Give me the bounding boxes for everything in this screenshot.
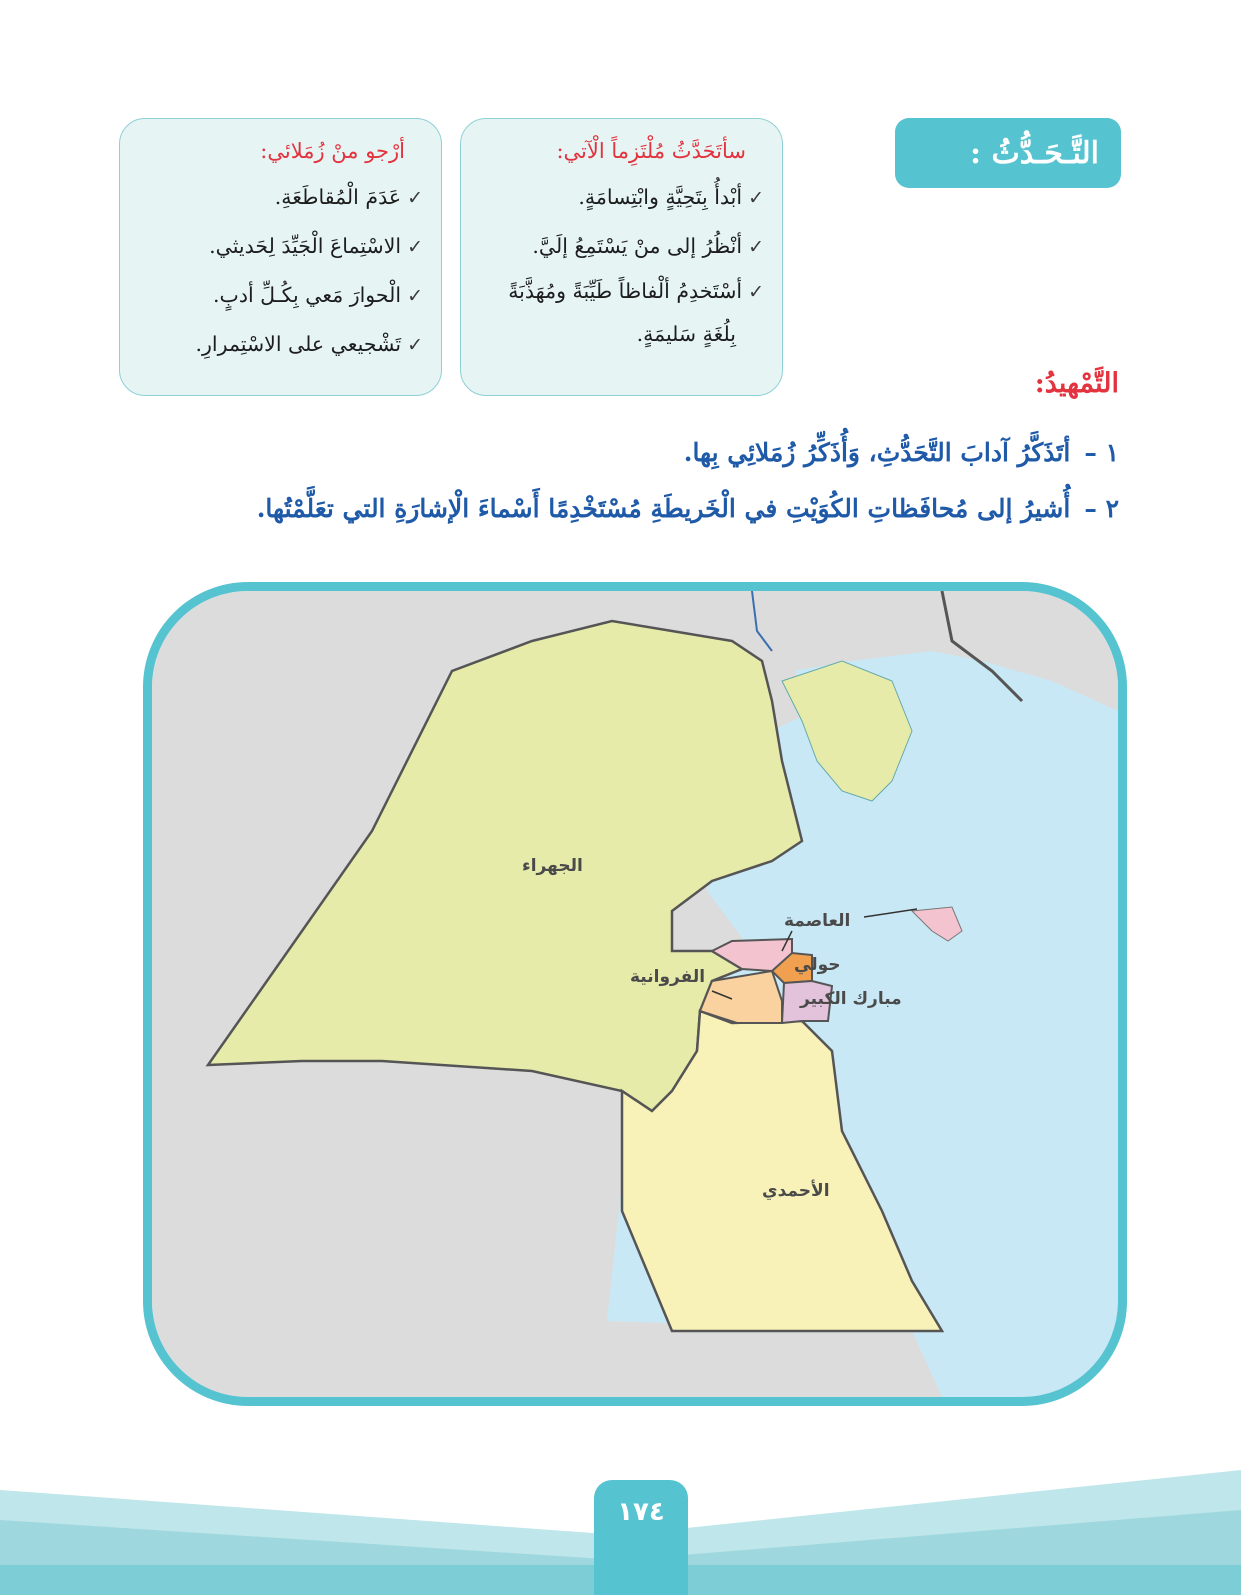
- list-item: ✓عَدَمَ الْمُقاطَعَةِ.: [274, 185, 423, 209]
- check-icon: ✓: [407, 285, 423, 307]
- map-label-farwaniya: الفروانية: [630, 967, 706, 987]
- map-graphic: [152, 591, 1118, 1397]
- list-item: ✓تَشْجيعي على الاسْتِمرارِ.: [195, 332, 423, 356]
- guidelines-list: [471, 173, 764, 356]
- island-faylaka: [912, 907, 962, 941]
- question-1: [684, 438, 1119, 467]
- list-item: ✓الاسْتِماعَ الْجَيِّدَ لِحَديثي.: [209, 234, 423, 258]
- box-title: سأتَحَدَّثُ مُلْتَزِماً الْآتي:: [556, 139, 746, 163]
- question-text: أُشيرُ إلى مُحافَظاتِ الكُوَيْتِ في الْخَريطَةِ مُسْتَخْدِمًا أَسْماءَ الْإشارَةِ التي تعَلَّمْتُها.: [256, 494, 1071, 523]
- list-item: ✓الْحوارَ مَعي بِكُـلِّ أدبٍ.: [213, 283, 423, 307]
- check-icon: ✓: [407, 187, 423, 209]
- list-item: ✓أسْتَخدِمُ ألْفاظاً طَيِّبَةً ومُهَذَّبَةً بِلُغَةٍ سَليمَةٍ.: [471, 271, 764, 356]
- box-title: أرْجو منْ زُمَلائي:: [260, 139, 405, 163]
- list-item: ✓أبْدأُ بِتَحِيَّةٍ وابْتِسامَةٍ.: [578, 185, 764, 209]
- map-label-capital: العاصمة: [784, 911, 851, 931]
- question-number: ٢ –: [1084, 494, 1119, 523]
- peer-requests-box: [119, 118, 442, 396]
- island-bubiyan: [782, 661, 912, 801]
- map-label-mubarak: مبارك الكبير: [800, 989, 902, 1009]
- check-icon: ✓: [407, 334, 423, 356]
- map-label-jahra: الجهراء: [522, 856, 583, 876]
- section-title: التَّـحَـدُّثُ :: [970, 135, 1099, 171]
- question-number: ١ –: [1084, 438, 1119, 467]
- list-item-continuation: بِلُغَةٍ سَليمَةٍ.: [636, 322, 736, 346]
- map-label-hawalli: حولي: [794, 955, 841, 975]
- section-header: [895, 118, 1121, 188]
- speaking-guidelines-box: [460, 118, 783, 396]
- check-icon: ✓: [748, 187, 764, 209]
- check-icon: ✓: [748, 281, 764, 303]
- intro-title: التَّمْهيدُ:: [1034, 368, 1119, 399]
- question-text: أتَذَكَّرُ آدابَ التَّحَدُّثِ، وَأُذَكِّرُ زُمَلائِي بِها.: [683, 438, 1071, 467]
- leader-line-capital: [864, 909, 917, 917]
- list-item: ✓أنْظُرُ إلى منْ يَسْتَمِعُ إلَيَّ.: [532, 234, 764, 258]
- check-icon: ✓: [748, 236, 764, 258]
- requests-list: [130, 173, 423, 369]
- page-number: ١٧٤: [594, 1480, 688, 1595]
- map-label-ahmadi: الأحمدي: [762, 1181, 830, 1201]
- kuwait-map: [143, 582, 1127, 1406]
- check-icon: ✓: [407, 236, 423, 258]
- question-2: [257, 494, 1119, 523]
